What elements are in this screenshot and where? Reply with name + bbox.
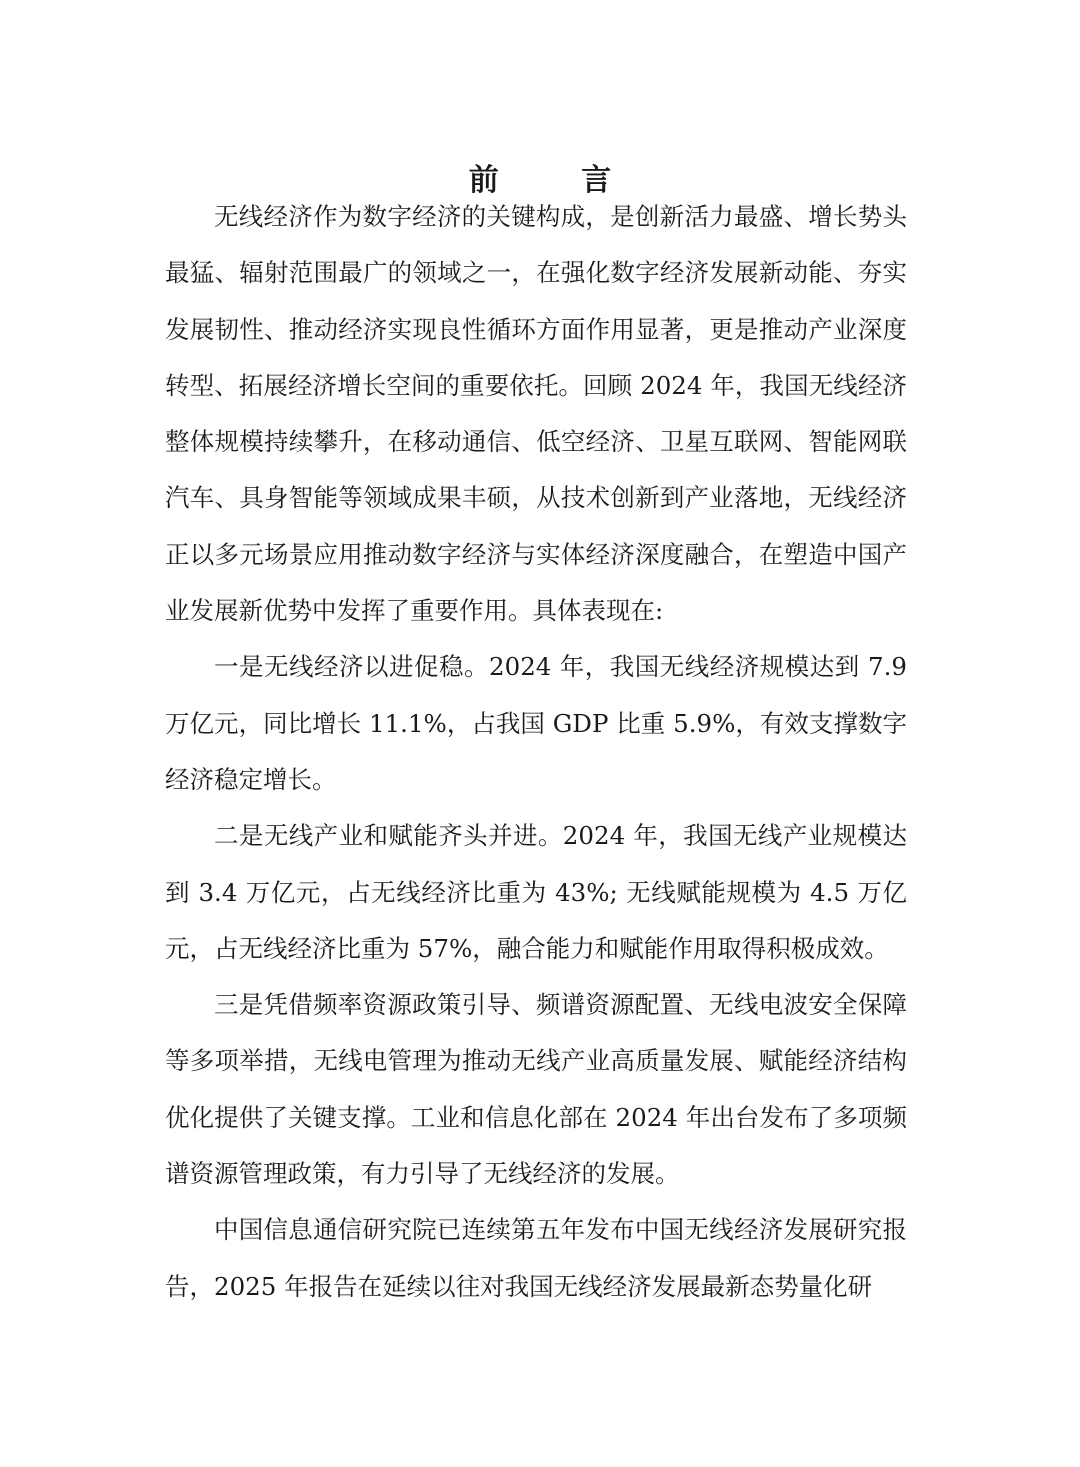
document-body [165,189,907,1315]
page-title: 前 言 [468,163,648,199]
paragraph-report-note: 中国信息通信研究院已连续第五年发布中国无线经济发展研究报告，2025 年报告在延续以往对我国无线经济发展最新态势量化研 [165,1215,907,1301]
paragraph-point-three: 三是凭借频率资源政策引导、频谱资源配置、无线电波安全保障等多项举措，无线电管理为推动无线产业高质量发展、赋能经济结构优化提供了关键支撑。工业和信息化部在 2024 年出台发布了多项频谱资源管理政策，有力引导了无线经济的发展。 [165,990,907,1189]
paragraph-point-two: 二是无线产业和赋能齐头并进。2024 年，我国无线产业规模达到 3.4 万亿元，占无线经济比重为 43%; 无线赋能规模为 4.5 万亿元，占无线经济比重为 57%，融合能力和赋能作用取得积极成效。 [165,821,907,963]
paragraph-intro: 无线经济作为数字经济的关键构成，是创新活力最盛、增长势头最猛、辐射范围最广的领域之一，在强化数字经济发展新动能、夯实发展韧性、推动经济实现良性循环方面作用显著，更是推动产业深度转型、拓展经济增长空间的重要依托。回顾 2024 年，我国无线经济整体规模持续攀升，在移动通信、低空经济、卫星互联网、智能网联汽车、具身智能等领域成果丰硕，从技术创新到产业落地，无线经济正以多元场景应用推动数字经济与实体经济深度融合，在塑造中国产业发展新优势中发挥了重要作用。具体表现在: [165,202,907,626]
paragraph-point-one: 一是无线经济以进促稳。2024 年，我国无线经济规模达到 7.9 万亿元，同比增长 11.1%，占我国 GDP 比重 5.9%，有效支撑数字经济稳定增长。 [165,652,907,794]
